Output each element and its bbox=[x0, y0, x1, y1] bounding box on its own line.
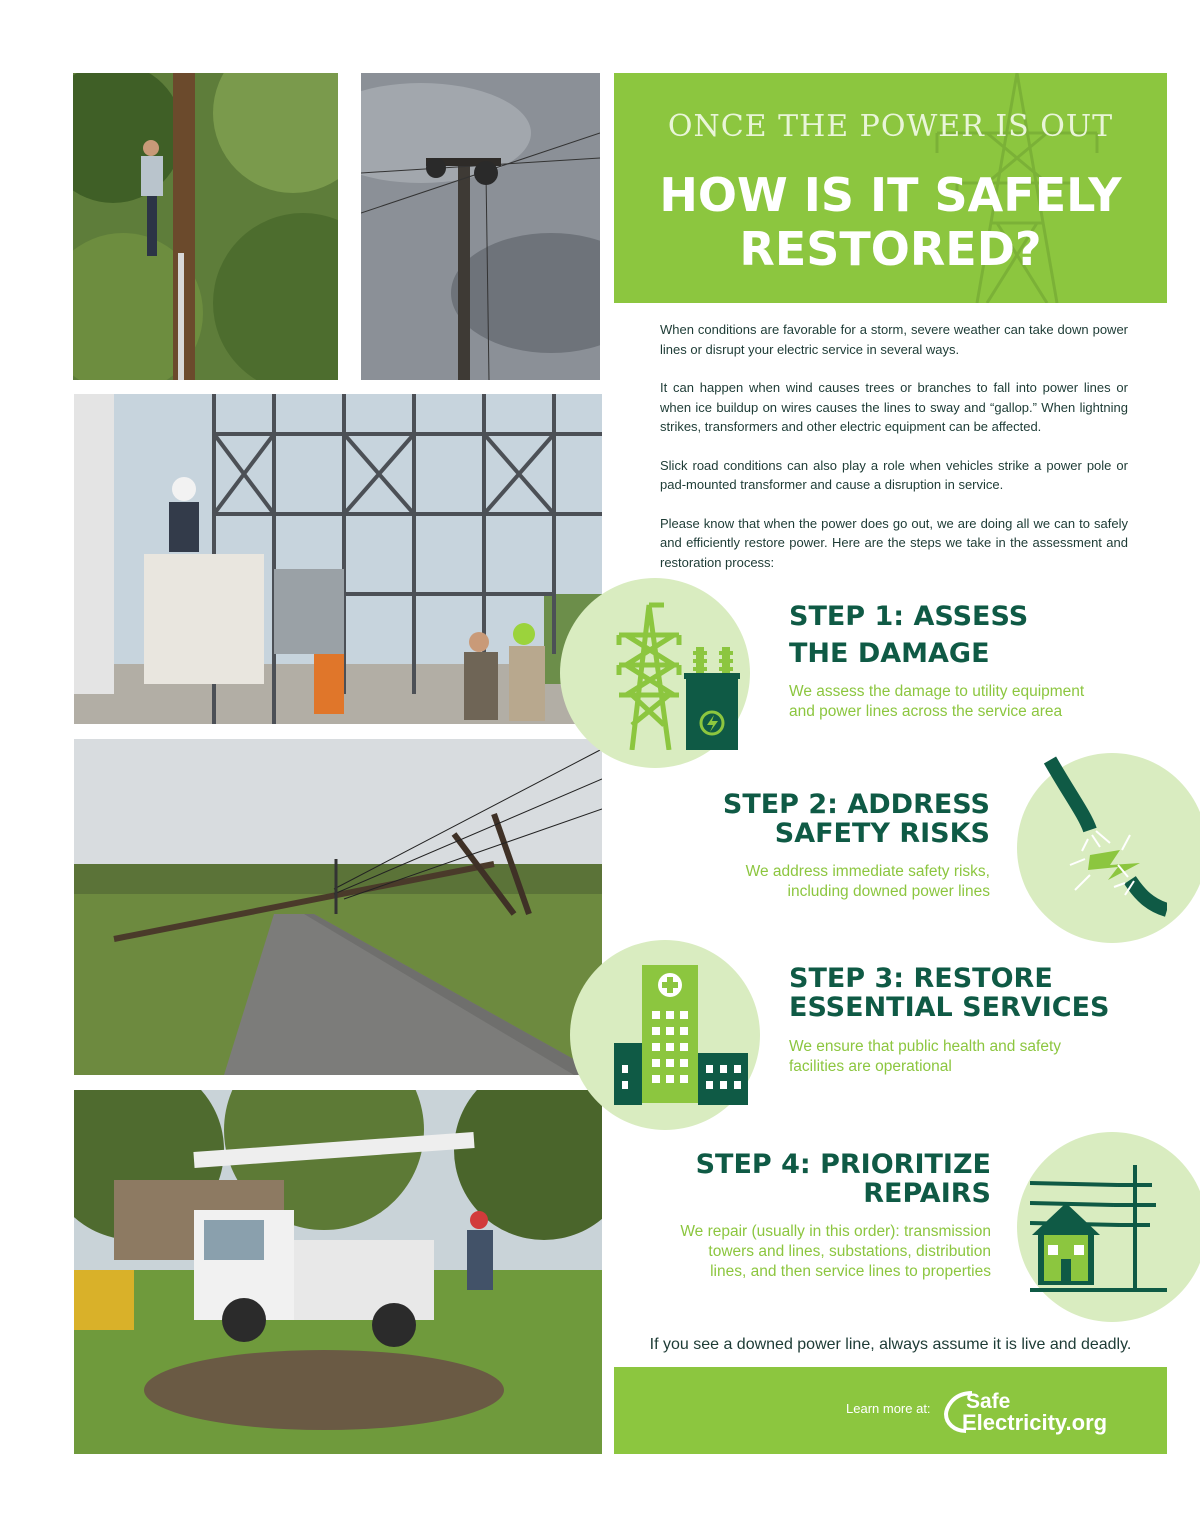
intro-paragraph: It can happen when wind causes trees or branches to fall into power lines or when ice buildup on wires causes the lines to sway and “gallop.” When lightning strikes, transformers and other electric equipment can be affected. bbox=[660, 380, 1128, 434]
step2-title-line2: SAFETY RISKS bbox=[774, 818, 990, 849]
step1-title-line1: STEP 1: ASSESS bbox=[789, 601, 1029, 632]
hospital-icon bbox=[614, 965, 749, 1105]
photo-bucket-truck-stuck bbox=[74, 1090, 602, 1454]
step3-title-line2: ESSENTIAL SERVICES bbox=[789, 992, 1110, 1023]
step2-title bbox=[630, 788, 990, 851]
header-kicker: ONCE THE POWER IS OUT bbox=[667, 109, 1114, 144]
header-banner bbox=[614, 73, 1167, 303]
step4-desc-line1: We repair (usually in this order): transmission bbox=[680, 1223, 991, 1240]
step4-description bbox=[591, 1222, 991, 1282]
title-line-1: HOW IS IT SAFELY bbox=[659, 168, 1122, 222]
learn-more-label: Learn more at: bbox=[846, 1401, 931, 1416]
step1-desc-line1: We assess the damage to utility equipment bbox=[789, 683, 1085, 700]
step4-desc-line2: towers and lines, substations, distribution bbox=[708, 1243, 991, 1260]
step3-description bbox=[789, 1037, 1149, 1077]
logo-text-bottom: Electricity.org bbox=[962, 1410, 1108, 1435]
step4-desc-line3: lines, and then service lines to properties bbox=[710, 1263, 991, 1280]
safe-electricity-logo[interactable] bbox=[944, 1381, 1144, 1441]
photo-workers-on-pole-top bbox=[361, 73, 600, 380]
title-line-2: RESTORED? bbox=[739, 222, 1042, 276]
intro-text bbox=[660, 320, 1128, 591]
step2-description bbox=[630, 862, 990, 902]
broken-wire-spark-icon bbox=[1030, 755, 1167, 935]
step1-title bbox=[789, 600, 1149, 671]
step2-title-line1: STEP 2: ADDRESS bbox=[722, 789, 990, 820]
footer-banner bbox=[614, 1367, 1167, 1454]
step2-desc-line2: including downed power lines bbox=[787, 883, 990, 900]
house-power-line-icon bbox=[1030, 1165, 1167, 1295]
step4-title-line2: REPAIRS bbox=[863, 1178, 991, 1209]
photo-substation-workers bbox=[74, 394, 602, 724]
safety-warning: If you see a downed power line, always assume it is live and deadly. bbox=[649, 1336, 1132, 1353]
logo-text-top: Safe bbox=[966, 1390, 1011, 1413]
step3-title-line1: STEP 3: RESTORE bbox=[789, 963, 1053, 994]
step2-desc-line1: We address immediate safety risks, bbox=[745, 863, 990, 880]
step4-title-line1: STEP 4: PRIORITIZE bbox=[695, 1149, 991, 1180]
intro-paragraph: Slick road conditions can also play a role when vehicles strike a power pole or pad-mounted transformer and cause a disruption in service. bbox=[660, 457, 1128, 492]
page-title bbox=[614, 168, 1167, 276]
tower-transformer-icon bbox=[614, 595, 744, 750]
intro-paragraph: Please know that when the power does go out, we are doing all we can to safely and efficiently restore power. Here are the steps we take in the assessment and restoration process: bbox=[660, 515, 1128, 570]
step3-desc-line2: facilities are operational bbox=[789, 1058, 952, 1075]
step1-description bbox=[789, 682, 1149, 722]
step1-title-line2: THE DAMAGE bbox=[789, 638, 990, 669]
intro-paragraph: When conditions are favorable for a storm, severe weather can take down power lines or disrupt your electric service in several ways. bbox=[660, 322, 1128, 357]
photo-downed-pole-road bbox=[74, 739, 602, 1075]
step1-desc-line2: and power lines across the service area bbox=[789, 703, 1063, 720]
step3-desc-line1: We ensure that public health and safety bbox=[789, 1038, 1061, 1055]
step3-title bbox=[789, 962, 1159, 1025]
step4-title bbox=[630, 1148, 991, 1211]
photo-lineman-climbing-pole bbox=[73, 73, 338, 380]
